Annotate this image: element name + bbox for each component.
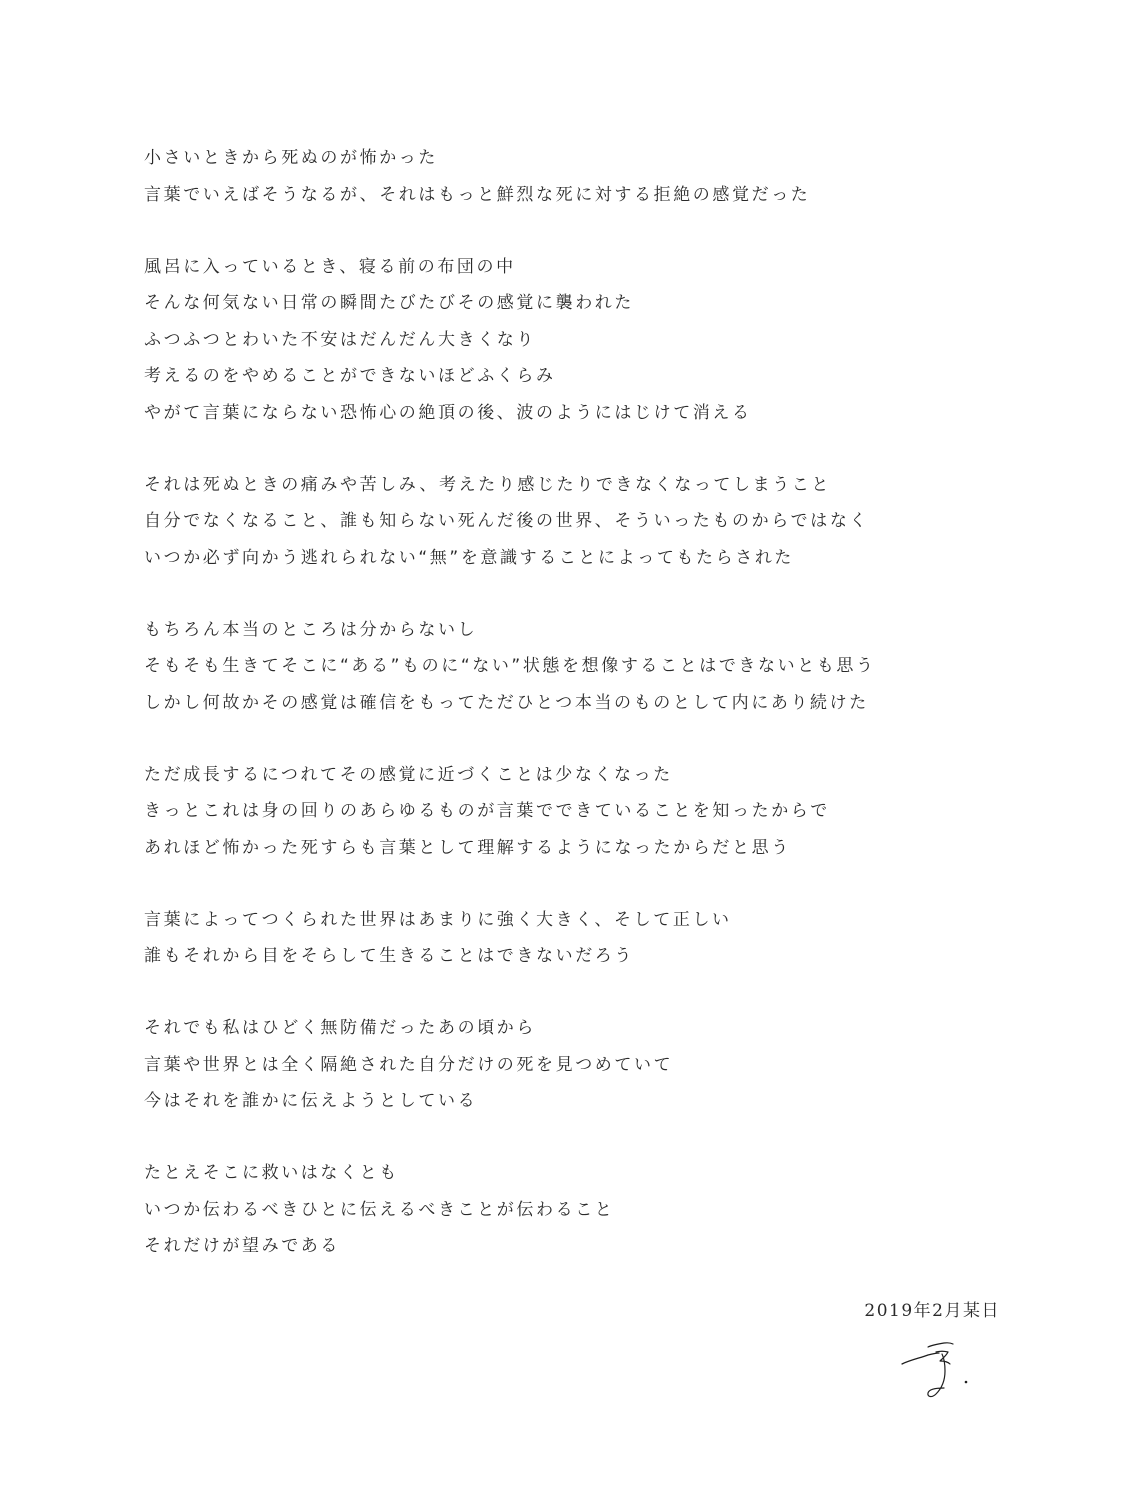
letter-date: 2019年2月某日 [864,1301,1000,1321]
stanza-2 [144,249,1004,432]
text-line: 言葉でいえばそうなるが、それはもっと鮮烈な死に対する拒絶の感覚だった [144,184,811,205]
text-line: 小さいときから死ぬのが怖かった [144,148,438,168]
stanza-3 [144,467,1004,577]
text-line: ふつふつとわいた不安はだんだん大きくなり [144,329,536,350]
text-line: 言葉によってつくられた世界はあまりに強く大きく、そして正しい [144,909,732,930]
text-line: 自分でなくなること、誰も知らない死んだ後の世界、そういったものからではなく [144,511,870,531]
stanza-4 [144,612,1004,722]
text-line: それは死ぬときの痛みや苦しみ、考えたり感じたりできなくなってしまうこと [144,474,832,495]
text-line: 風呂に入っているとき、寝る前の布団の中 [144,256,516,277]
text-line: いつか必ず向かう逃れられない“無”を意識することによってもたらされた [144,547,795,568]
stanza-7 [144,1010,1004,1120]
text-line: あれほど怖かった死すらも言葉として理解するようになったからだと思う [144,837,791,858]
text-line: きっとこれは身の回りのあらゆるものが言葉でできていることを知ったからで [144,801,830,821]
text-line: そもそも生きてそこに“ある”ものに“ない”状態を想像することはできないとも思う [144,656,876,676]
stanza-5 [144,757,1004,867]
stanza-1 [144,140,1004,213]
text-line: ただ成長するにつれてその感覚に近づくことは少なくなった [144,764,673,785]
letter-body [144,140,1004,1300]
text-line: しかし何故かその感覚は確信をもってただひとつ本当のものとして内にあり続けた [144,692,869,713]
text-line: もちろん本当のところは分からないし [144,619,478,640]
text-line: 今はそれを誰かに伝えようとしている [144,1091,478,1111]
text-line: 考えるのをやめることができないほどふくらみ [144,366,556,386]
text-line: 誰もそれから目をそらして生きることはできないだろう [144,946,634,966]
text-line: いつか伝わるべきひとに伝えるべきことが伝わること [144,1199,615,1220]
text-line: たとえそこに救いはなくとも [144,1163,399,1183]
text-line: 言葉や世界とは全く隔絶された自分だけの死を見つめていて [144,1054,674,1075]
text-line: それでも私はひどく無防備だったあの頃から [144,1018,536,1038]
text-line: そんな何気ない日常の瞬間たびたびその感覚に襲われた [144,293,634,313]
handwritten-signature [898,1338,988,1408]
stanza-6 [144,902,1004,975]
text-line: それだけが望みである [144,1236,340,1256]
stanza-8 [144,1155,1004,1265]
text-line: やがて言葉にならない恐怖心の絶頂の後、波のようにはじけて消える [144,402,752,423]
